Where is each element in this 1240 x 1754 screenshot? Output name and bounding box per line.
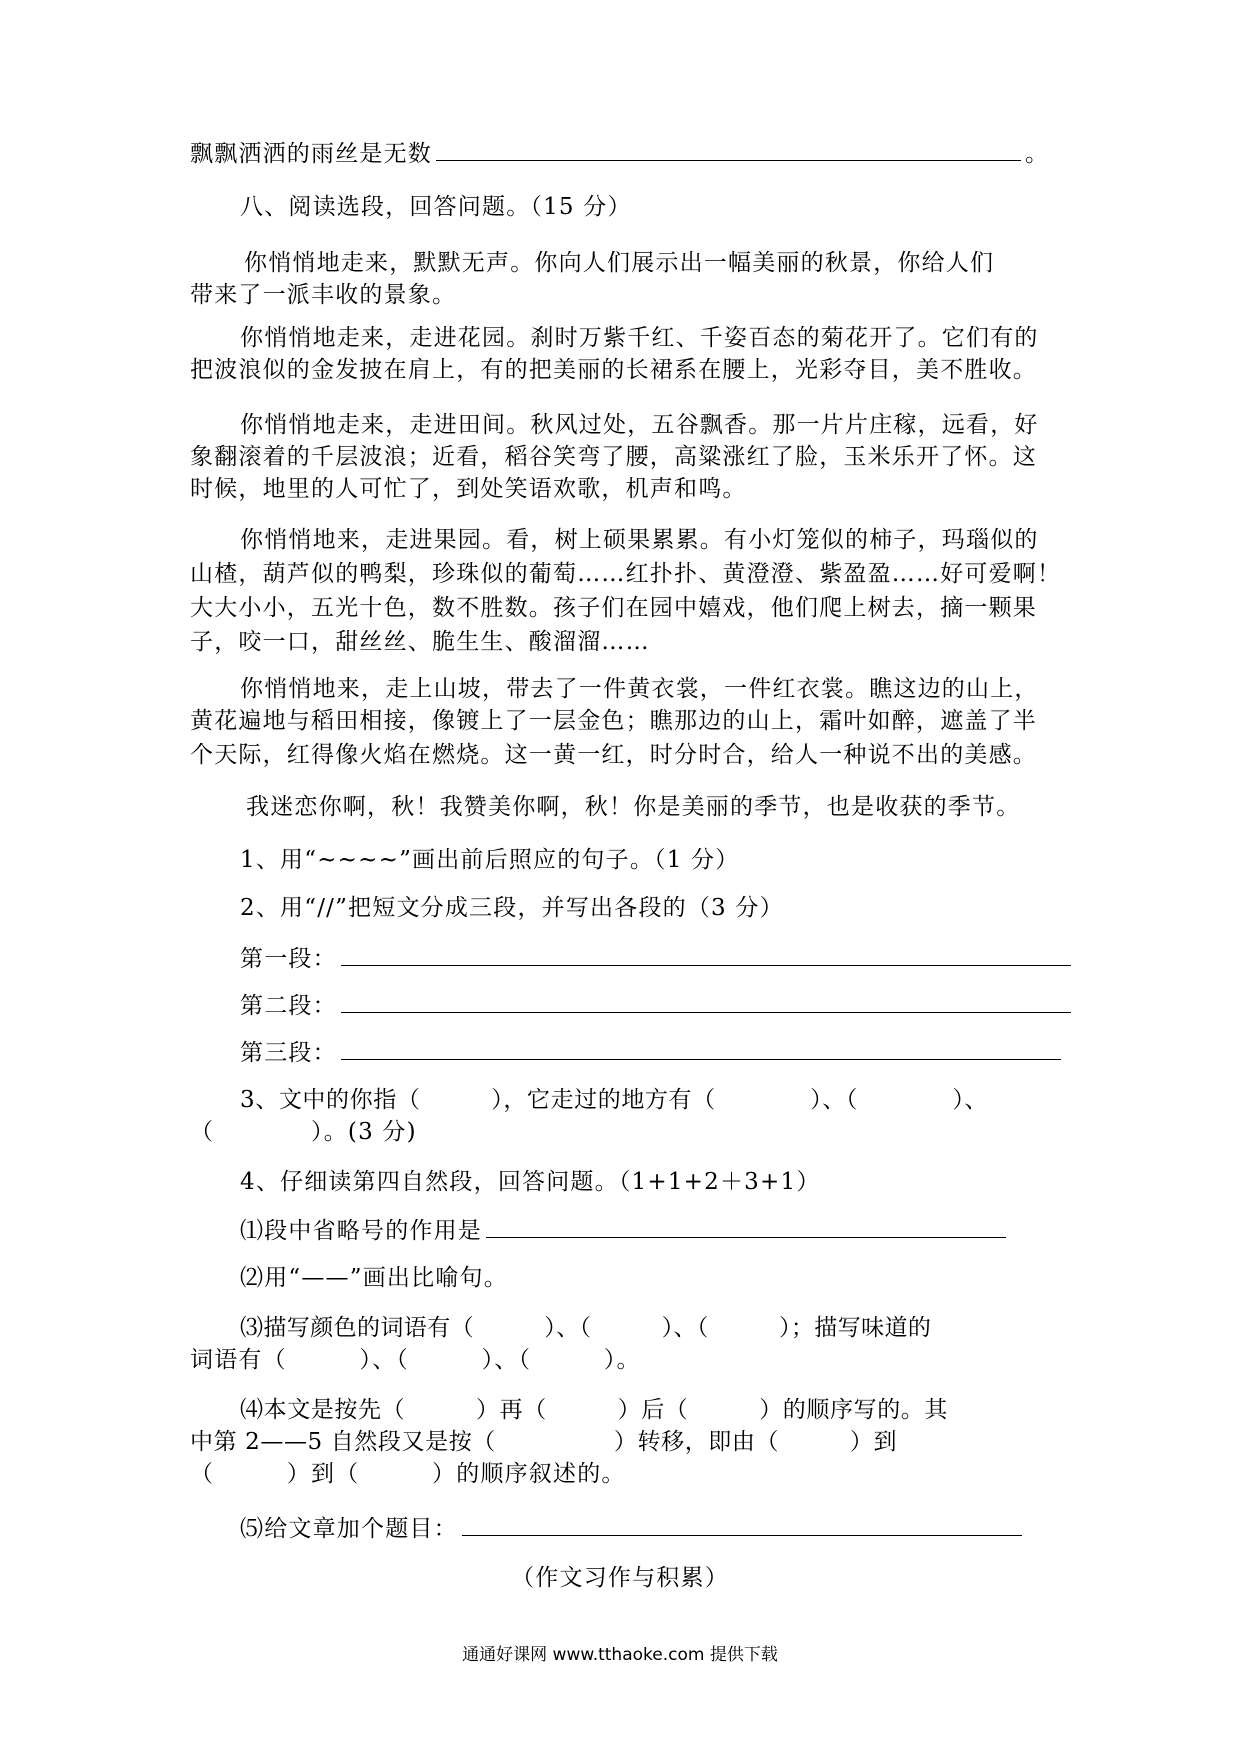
segment-1-blank[interactable] <box>341 943 1071 966</box>
question-4-3-line1: ⑶描写颜色的词语有（ ）、（ ）、（ ）；描写味道的 <box>240 1315 932 1341</box>
segment-3-blank[interactable] <box>341 1037 1061 1060</box>
question-4-4-line1: ⑷本文是按先（ ）再（ ）后（ ）的顺序写的。其 <box>240 1397 948 1423</box>
page-footer: 通通好课网 www.tthaoke.com 提供下载 <box>462 1645 778 1665</box>
section-8-title: 八、阅读选段，回答问题。（15 分） <box>240 194 632 220</box>
passage-p4-line2: 山楂，葫芦似的鸭梨，珍珠似的葡萄……红扑扑、黄澄澄、紫盈盈……好可爱啊！ <box>190 561 1062 587</box>
passage-p5-line2: 黄花遍地与稻田相接，像镀上了一层金色；瞧那边的山上，霜叶如醉，遮盖了半 <box>190 708 1037 734</box>
question-4-2: ⑵用“——”画出比喻句。 <box>240 1265 508 1291</box>
question-4-5-label: ⑸给文章加个题目： <box>240 1516 458 1542</box>
passage-p3-line2: 象翻滚着的千层波浪；近看，稻谷笑弯了腰，高粱涨红了脸，玉米乐开了怀。这 <box>190 444 1037 470</box>
question-4-4-line2: 中第 2——5 自然段又是按（ ）转移，即由（ ）到 <box>190 1429 898 1455</box>
segment-1-row <box>240 943 1075 974</box>
question-4-5-row <box>240 1513 1026 1544</box>
passage-p3-line3: 时候，地里的人可忙了，到处笑语欢歌，机声和鸣。 <box>190 476 747 502</box>
question-4-1-row <box>240 1215 1010 1246</box>
rain-line-end: 。 <box>1025 141 1050 167</box>
question-4-1-label: ⑴段中省略号的作用是 <box>240 1218 482 1244</box>
passage-p5-line3: 个天际，红得像火焰在燃烧。这一黄一红，时分时合，给人一种说不出的美感。 <box>190 742 1037 768</box>
passage-p2-line1: 你悄悄地走来，走进花园。刹时万紫千红、千姿百态的菊花开了。它们有的 <box>240 325 1039 351</box>
passage-p1-line1: 你悄悄地走来，默默无声。你向人们展示出一幅美丽的秋景，你给人们 <box>244 250 995 276</box>
question-3-line1: 3、文中的你指（ ），它走过的地方有（ ）、（ ）、 <box>240 1087 989 1113</box>
passage-p5-line1: 你悄悄地来，走上山坡，带去了一件黄衣裳，一件红衣裳。瞧这边的山上， <box>240 676 1039 702</box>
question-4-4-line3: （ ）到（ ）的顺序叙述的。 <box>190 1461 626 1487</box>
segment-3-label: 第三段： <box>240 1040 337 1066</box>
question-4: 4、仔细读第四自然段，回答问题。（1+1+2＋3+1） <box>240 1169 821 1195</box>
passage-p4-line1: 你悄悄地来，走进果园。看，树上硕果累累。有小灯笼似的柿子，玛瑙似的 <box>240 527 1039 553</box>
answer-blank[interactable] <box>436 138 1021 161</box>
section-composition-title: （作文习作与积累） <box>511 1565 729 1591</box>
rain-line-text: 飘飘洒洒的雨丝是无数 <box>190 141 432 167</box>
passage-p3-line1: 你悄悄地走来，走进田间。秋风过处，五谷飘香。那一片片庄稼，远看，好 <box>240 412 1039 438</box>
question-4-5-blank[interactable] <box>462 1513 1022 1536</box>
question-2: 2、用“//”把短文分成三段，并写出各段的（3 分） <box>240 895 784 921</box>
rain-line <box>190 138 1049 169</box>
passage-p1-line2: 带来了一派丰收的景象。 <box>190 282 457 308</box>
passage-p2-line2: 把波浪似的金发披在肩上，有的把美丽的长裙系在腰上，光彩夺目，美不胜收。 <box>190 357 1037 383</box>
segment-2-label: 第二段： <box>240 993 337 1019</box>
passage-p4-line4: 子，咬一口，甜丝丝、脆生生、酸溜溜…… <box>190 629 650 655</box>
passage-p4-line3: 大大小小，五光十色，数不胜数。孩子们在园中嬉戏，他们爬上树去，摘一颗果 <box>190 595 1037 621</box>
question-4-1-blank[interactable] <box>486 1215 1006 1238</box>
question-1: 1、用“~~~~”画出前后照应的句子。（1 分） <box>240 847 740 873</box>
segment-2-blank[interactable] <box>341 990 1071 1013</box>
segment-2-row <box>240 990 1075 1021</box>
question-3-line2: （ ）。(3 分) <box>190 1119 417 1145</box>
segment-1-label: 第一段： <box>240 946 337 972</box>
segment-3-row <box>240 1037 1065 1068</box>
passage-p6: 我迷恋你啊，秋！我赞美你啊，秋！你是美丽的季节，也是收获的季节。 <box>246 794 1021 820</box>
question-4-3-line2: 词语有（ ）、（ ）、（ ）。 <box>190 1347 641 1373</box>
